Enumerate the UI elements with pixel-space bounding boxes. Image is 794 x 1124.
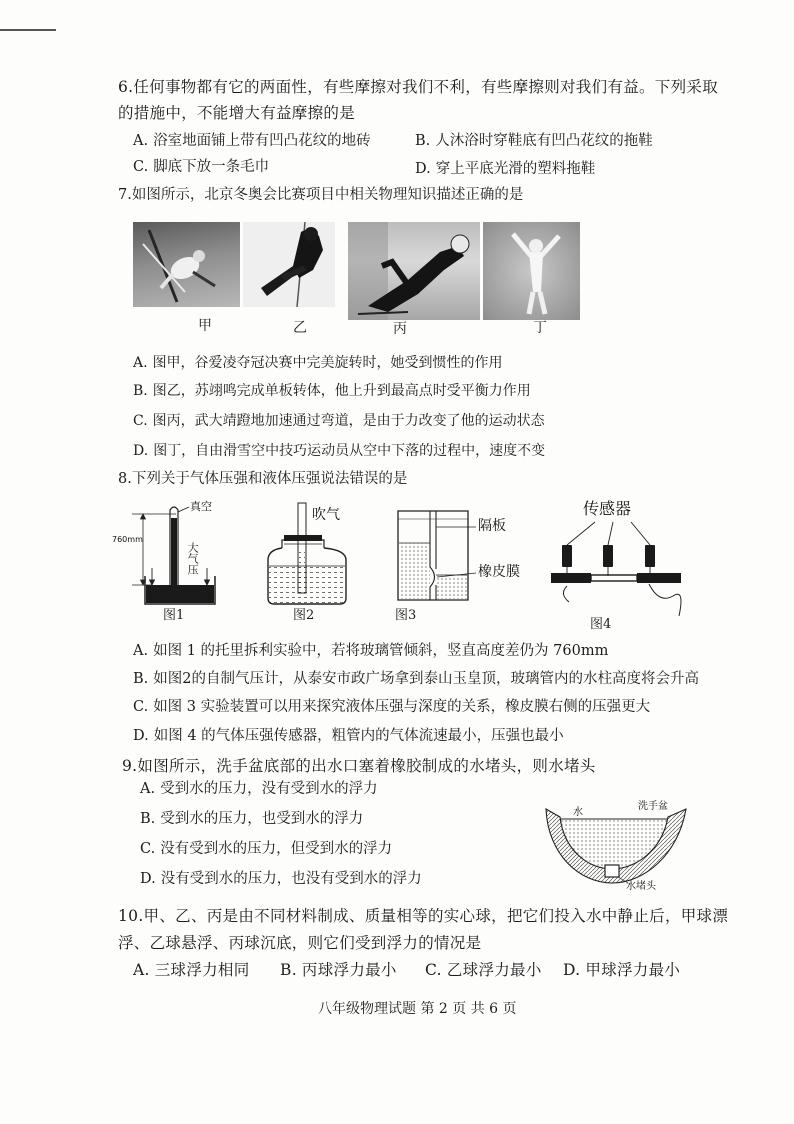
caption-bing: 丙 <box>393 321 407 337</box>
caption-jia: 甲 <box>198 318 212 334</box>
option-text: 没有受到水的压力，也没有受到水的浮力 <box>160 871 422 887</box>
tube-water-column <box>299 552 305 593</box>
thin-pipe <box>591 575 637 581</box>
torricelli-diagram <box>112 500 220 610</box>
option-label: B. <box>133 671 149 687</box>
photo-yi-snowboarder <box>243 222 335 307</box>
figure-wash-basin <box>540 795 695 895</box>
option-text: 三球浮力相同 <box>154 961 250 979</box>
question-7-option-b <box>133 383 531 401</box>
caption-figure-1: 图1 <box>163 608 185 623</box>
partition-diagram <box>392 505 532 610</box>
skier-head <box>193 250 205 262</box>
label-vacuum: 真空 <box>190 500 212 513</box>
question-10-option-a <box>133 961 250 980</box>
option-text: 丙球浮力最小 <box>301 961 397 979</box>
option-label: D. <box>133 443 149 459</box>
sensor-lead <box>631 522 650 545</box>
label-blow: 吹气 <box>312 507 340 523</box>
option-label: D. <box>133 728 149 744</box>
question-7-option-d <box>133 443 545 461</box>
sensor <box>603 545 613 567</box>
option-label: C. <box>133 413 148 429</box>
caption-yi: 乙 <box>293 320 307 336</box>
snowboarder-head <box>304 227 318 241</box>
photo-ding-aerials-jumper <box>483 222 580 320</box>
thick-pipe <box>551 573 591 583</box>
question-10-option-c <box>425 961 542 980</box>
label-sensor: 传感器 <box>583 499 632 518</box>
question-9-stem: 9.如图所示，洗手盆底部的出水口塞着橡胶制成的水堵头，则水堵头 <box>122 757 596 775</box>
right-water <box>436 575 467 599</box>
scan-edge-mark <box>0 29 56 31</box>
skier-silhouette <box>133 222 240 307</box>
option-text: 受到水的压力，也受到水的浮力 <box>160 811 364 827</box>
option-label: C. <box>140 841 156 857</box>
question-10-option-b <box>280 961 397 980</box>
label-atmospheric-pressure: 大气压 <box>186 542 200 575</box>
question-8-stem: 8.下列关于气体压强和液体压强说法错误的是 <box>118 471 408 487</box>
jumper-head <box>529 239 543 253</box>
question-6-stem-line-2: 的措施中，不能增大有益摩擦的是 <box>118 104 356 122</box>
jumper-arm <box>513 234 531 256</box>
option-label: A. <box>140 781 156 797</box>
vacuum-leader-line <box>178 507 189 512</box>
option-text: 穿上平底光滑的塑料拖鞋 <box>435 161 596 177</box>
pipe <box>637 573 681 583</box>
question-10-option-d <box>563 961 680 980</box>
option-label: A. <box>133 355 148 371</box>
question-6-stem-line-1: 6.任何事物都有它的两面性，有些摩擦对我们不利，有些摩擦则对我们有益。下列采取 <box>118 78 718 96</box>
option-text: 浴室地面铺上带有凹凸花纹的地砖 <box>153 133 371 149</box>
jumper-arm <box>541 236 559 256</box>
option-text: 人沐浴时穿鞋底有凹凸花纹的拖鞋 <box>435 133 653 149</box>
question-8-option-a <box>133 642 608 660</box>
option-text: 没有受到水的压力，但受到水的浮力 <box>160 841 393 857</box>
wash-basin-diagram <box>540 795 695 895</box>
dish-mercury <box>146 585 214 603</box>
label-rubber-membrane: 橡皮膜 <box>478 564 520 580</box>
option-text: 图丙，武大靖蹬地加速通过弯道，是由于力改变了他的运动状态 <box>152 413 545 429</box>
option-label: B. <box>133 383 148 399</box>
option-label: D. <box>563 961 581 979</box>
jumper-leg <box>529 292 533 314</box>
page-footer: 八年级物理试题 第 2 页 共 6 页 <box>318 1001 517 1017</box>
bottle-water <box>269 566 345 603</box>
option-text: 乙球浮力最小 <box>446 961 542 979</box>
option-label: C. <box>133 159 149 175</box>
label-partition: 隔板 <box>478 518 506 534</box>
question-6-option-c <box>133 158 269 176</box>
rubber-membrane <box>430 567 436 587</box>
option-text: 如图 1 的托里拆利实验中，若将玻璃管倾斜，竖直高度差仍为 760mm <box>153 643 609 659</box>
question-7-stem: 7.如图所示，北京冬奥会比赛项目中相关物理知识描述正确的是 <box>118 187 524 203</box>
option-text: 图丁，自由滑雪空中技巧运动员从空中下落的过程中，速度不变 <box>153 443 546 459</box>
label-water-plug: 水堵头 <box>626 881 656 892</box>
option-text: 如图2的自制气压计，从泰安市政广场拿到泰山玉皇顶，玻璃管内的水柱高度将会升高 <box>153 671 699 687</box>
stopper <box>284 535 322 541</box>
caption-figure-2: 图2 <box>293 608 315 623</box>
option-label: C. <box>425 961 442 979</box>
question-9-option-d <box>140 870 422 888</box>
jumper-silhouette <box>483 222 580 320</box>
figure-3-partition-container <box>392 505 532 610</box>
option-text: 甲球浮力最小 <box>585 961 681 979</box>
option-label: B. <box>140 811 156 827</box>
question-9-option-c <box>140 840 392 858</box>
option-label: D. <box>415 161 431 177</box>
water-plug <box>605 865 619 877</box>
question-9-option-a <box>140 780 378 798</box>
question-6-option-a <box>133 132 371 150</box>
cable <box>563 586 569 602</box>
option-text: 如图 3 实验装置可以用来探究液体压强与深度的关系，橡皮膜右侧的压强更大 <box>153 699 651 715</box>
jumper-body <box>529 252 543 292</box>
option-text: 脚底下放一条毛巾 <box>153 159 270 175</box>
option-text: 图甲，谷爱凌夺冠决赛中完美旋转时，她受到惯性的作用 <box>152 355 503 371</box>
arrow-down-icon <box>150 580 155 585</box>
question-6-option-b <box>415 132 653 150</box>
question-8-option-b <box>133 670 699 688</box>
label-water: 水 <box>573 807 583 818</box>
sensor <box>562 545 572 567</box>
option-label: B. <box>280 961 297 979</box>
option-label: A. <box>133 133 149 149</box>
skater-silhouette <box>348 222 480 320</box>
option-text: 图乙，苏翊鸣完成单板转体，他上升到最高点时受平衡力作用 <box>152 383 531 399</box>
question-9-option-b <box>140 810 363 828</box>
option-label: A. <box>133 961 150 979</box>
label-760mm: 760mm <box>112 535 143 544</box>
question-10-stem-line-2: 浮、乙球悬浮、丙球沉底，则它们受到浮力的情况是 <box>118 934 482 952</box>
arrow-down-icon <box>205 580 210 585</box>
question-7-option-c <box>133 413 545 431</box>
figure-4-pressure-sensors <box>545 498 690 618</box>
skier-arm <box>193 272 215 286</box>
skater-helmet <box>451 235 469 253</box>
snowboarder-silhouette <box>243 222 335 307</box>
option-text: 受到水的压力，没有受到水的浮力 <box>160 781 378 797</box>
sensor <box>645 545 655 567</box>
question-8-option-d <box>133 727 564 745</box>
figure-2-barometer <box>262 500 362 608</box>
photo-bing-speed-skater <box>348 222 480 320</box>
caption-figure-3: 图3 <box>395 608 417 623</box>
caption-ding: 丁 <box>533 320 547 336</box>
sensor-lead <box>567 522 595 545</box>
option-label: A. <box>133 643 149 659</box>
option-text: 如图 4 的气体压强传感器，粗管内的气体流速最小，压强也最小 <box>153 728 564 744</box>
photo-jia-aerial-skier <box>133 222 240 307</box>
sensor-lead <box>608 522 613 545</box>
option-label: C. <box>133 699 149 715</box>
option-label: D. <box>140 871 156 887</box>
arrow-up-icon <box>141 514 146 519</box>
question-7-option-a <box>133 355 503 373</box>
left-water <box>399 543 430 599</box>
figure-1-torricelli <box>112 500 220 610</box>
label-wash-basin: 洗手盆 <box>638 801 668 812</box>
question-10-stem-line-1: 10.甲、乙、丙是由不同材料制成、质量相等的实心球，把它们投入水中静止后，甲球漂 <box>118 907 729 925</box>
question-6-option-d <box>415 160 595 178</box>
jumper-leg <box>540 292 545 314</box>
question-8-option-c <box>133 698 650 716</box>
cable <box>649 584 681 616</box>
caption-figure-4: 图4 <box>590 617 612 632</box>
option-label: B. <box>415 133 431 149</box>
